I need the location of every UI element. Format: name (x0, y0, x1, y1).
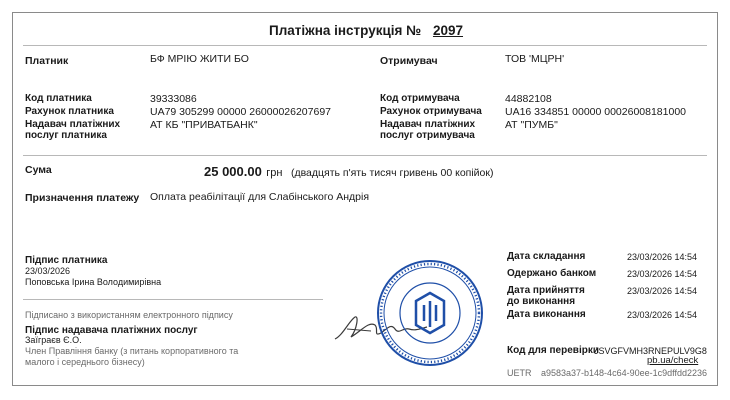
signature-divider (23, 299, 323, 300)
receiver-account-label: Рахунок отримувача (380, 106, 482, 117)
document-title (13, 23, 719, 38)
accepted-label-2: до виконання (507, 296, 576, 307)
payer-label: Платник (25, 55, 69, 67)
payer-name: БФ МРІЮ ЖИТИ БО (150, 53, 249, 65)
created-label: Дата складання (507, 251, 586, 262)
provider-signature-label: Підпис надавача платіжних послуг (25, 325, 198, 336)
title-divider (23, 45, 707, 46)
title-text: Платіжна інструкція № (268, 23, 422, 38)
purpose-value: Оплата реабілітації для Слабінського Андрія (150, 191, 370, 203)
payer-provider: АТ КБ "ПРИВАТБАНК" (150, 119, 258, 131)
executed-label: Дата виконання (507, 309, 586, 320)
sum-label: Сума (25, 164, 52, 176)
verify-code: JSVGFVMH3RNEPULV9G8 (594, 346, 707, 356)
provider-signer-name: Заїграєв Є.О. (25, 335, 82, 345)
details-divider (23, 155, 707, 156)
sum-currency: грн (266, 167, 283, 179)
created-value: 23/03/2026 14:54 (627, 252, 698, 262)
payer-code: 39333086 (150, 93, 197, 105)
provider-signer-role-1: Член Правління банку (з питань корпоративного та (25, 346, 239, 356)
uetr-value: a9583a37-b148-4c64-90ee-1c9dffdd2236 (541, 368, 707, 378)
accepted-label-1: Дата прийняття (507, 285, 585, 296)
provider-signer-role-2: малого і середнього бізнесу) (25, 357, 145, 367)
purpose-label: Призначення платежу (25, 192, 140, 204)
payer-provider-label-1: Надавач платіжних (25, 119, 121, 130)
payer-signer-name: Поповська Ірина Володимирівна (25, 277, 162, 287)
receiver-provider-label-2: послуг отримувача (380, 130, 475, 141)
receiver-name: ТОВ 'МЦРН' (505, 53, 565, 65)
receiver-code-label: Код отримувача (380, 93, 460, 104)
receiver-label: Отримувач (380, 55, 438, 67)
payment-instruction (12, 12, 718, 386)
sum-amount-block (204, 163, 493, 181)
payer-signature-date: 23/03/2026 (25, 266, 71, 276)
receiver-provider: АТ "ПУМБ" (505, 119, 558, 131)
document-number: 2097 (432, 23, 464, 38)
receiver-code: 44882108 (505, 93, 552, 105)
verify-code-label: Код для перевірки (507, 345, 599, 356)
bank-stamp (376, 259, 484, 367)
payer-account-label: Рахунок платника (25, 106, 114, 117)
receiver-account: UA16 334851 00000 00026008181000 (505, 106, 687, 118)
payer-signature-label: Підпис платника (25, 255, 108, 266)
receiver-provider-label-1: Надавач платіжних (380, 119, 476, 130)
sum-amount: 25 000.00 (204, 164, 262, 179)
payer-code-label: Код платника (25, 93, 92, 104)
payer-provider-label-2: послуг платника (25, 130, 107, 141)
sum-words: (двадцять п'ять тисяч гривень 00 копійок) (290, 167, 494, 179)
received-label: Одержано банком (507, 268, 597, 279)
executed-value: 23/03/2026 14:54 (627, 310, 698, 320)
verify-link[interactable]: pb.ua/check (647, 355, 699, 366)
uetr-label: UETR (507, 368, 532, 378)
payer-account: UA79 305299 00000 26000026207697 (150, 106, 332, 118)
accepted-value: 23/03/2026 14:54 (627, 286, 698, 296)
received-value: 23/03/2026 14:54 (627, 269, 698, 279)
e-sign-note: Підписано з використанням електронного підпису (25, 310, 233, 320)
